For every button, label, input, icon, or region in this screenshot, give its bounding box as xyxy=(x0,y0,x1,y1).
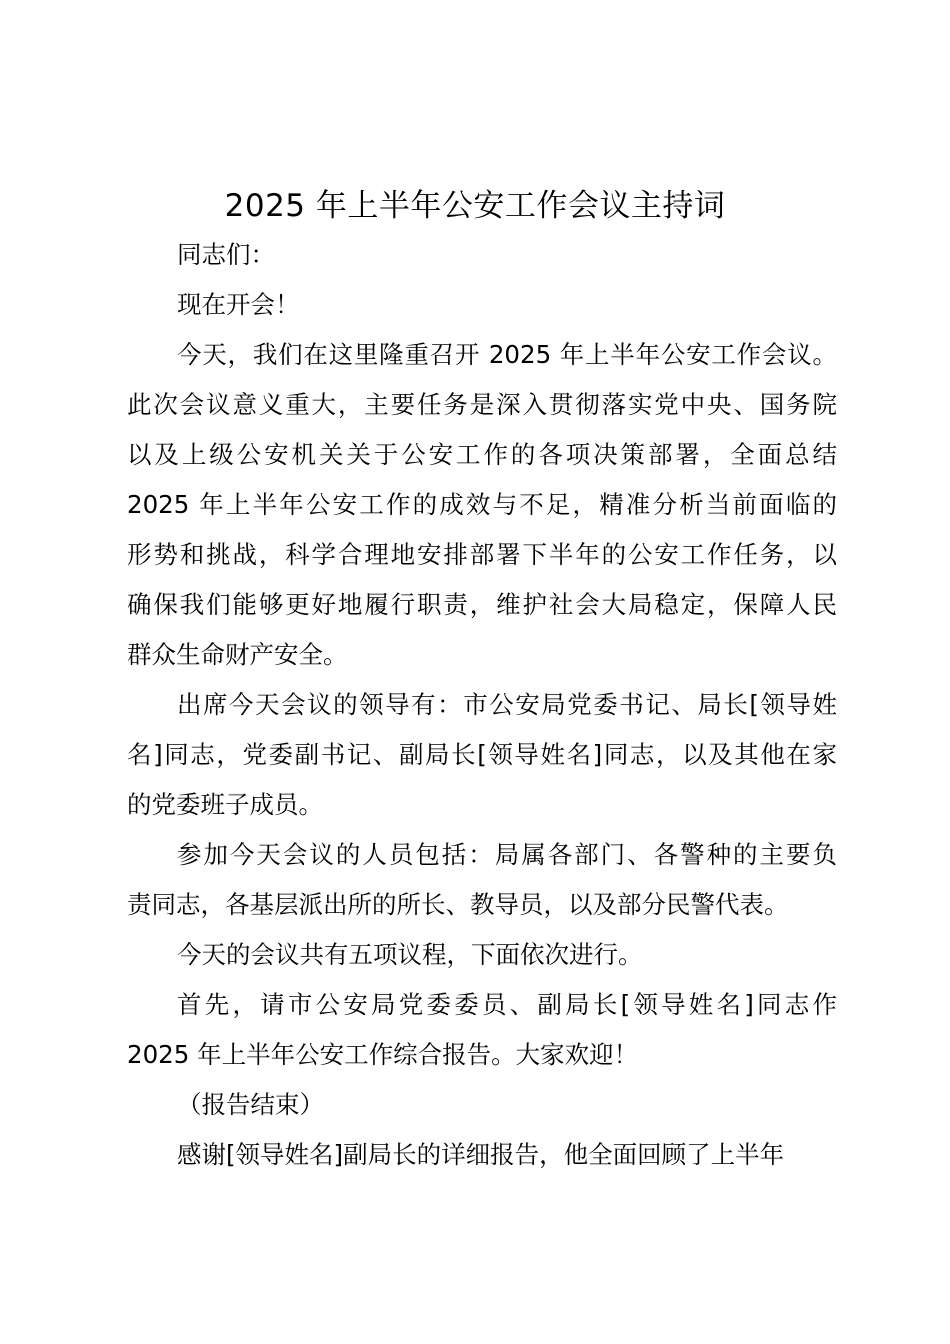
paragraph-report-end xyxy=(127,1080,837,1130)
text-line: 2025 年上半年公安工作综合报告。大家欢迎！ xyxy=(127,1040,639,1069)
text-line: （报告结束） xyxy=(177,1090,324,1119)
text-line: 参加今天会议的人员包括：局属各部门、各警种的主要负 xyxy=(177,840,837,869)
document-body xyxy=(127,230,837,1180)
text-line: 出席今天会议的领导有：市公安局党委书记、局长[领导姓 xyxy=(177,690,837,719)
text-line: 形势和挑战，科学合理地安排部署下半年的公安工作任务，以 xyxy=(127,540,837,569)
paragraph-opening xyxy=(127,280,837,330)
text-line: 的党委班子成员。 xyxy=(127,790,323,819)
text-line: 确保我们能够更好地履行职责，维护社会大局稳定，保障人民 xyxy=(127,590,837,619)
text-line: 同志们： xyxy=(177,240,275,269)
text-line: 群众生命财产安全。 xyxy=(127,640,348,669)
paragraph-agenda xyxy=(127,930,837,980)
text-line: 此次会议意义重大，主要任务是深入贯彻落实党中央、国务院 xyxy=(127,390,837,419)
text-line: 名]同志，党委副书记、副局长[领导姓名]同志，以及其他在家 xyxy=(127,740,837,769)
text-line: 以及上级公安机关关于公安工作的各项决策部署，全面总结 xyxy=(127,440,837,469)
paragraph-attending-leaders xyxy=(127,680,837,830)
text-line: 感谢[领导姓名]副局长的详细报告，他全面回顾了上半年 xyxy=(177,1140,785,1169)
paragraph-meeting-purpose xyxy=(127,330,837,680)
paragraph-participants xyxy=(127,830,837,930)
text-line: 责同志，各基层派出所的所长、教导员，以及部分民警代表。 xyxy=(127,890,789,919)
text-line: 现在开会！ xyxy=(177,290,300,319)
document-title: 2025 年上半年公安工作会议主持词 xyxy=(224,188,726,224)
text-line: 2025 年上半年公安工作的成效与不足，精准分析当前面临的 xyxy=(127,490,837,519)
text-line: 今天的会议共有五项议程，下面依次进行。 xyxy=(177,940,643,969)
paragraph-salutation xyxy=(127,230,837,280)
text-line: 今天，我们在这里隆重召开 2025 年上半年公安工作会议。 xyxy=(177,340,837,369)
paragraph-first-item xyxy=(127,980,837,1080)
text-line: 首先，请市公安局党委委员、副局长[领导姓名]同志作 xyxy=(177,990,837,1019)
paragraph-thanks xyxy=(127,1130,837,1180)
